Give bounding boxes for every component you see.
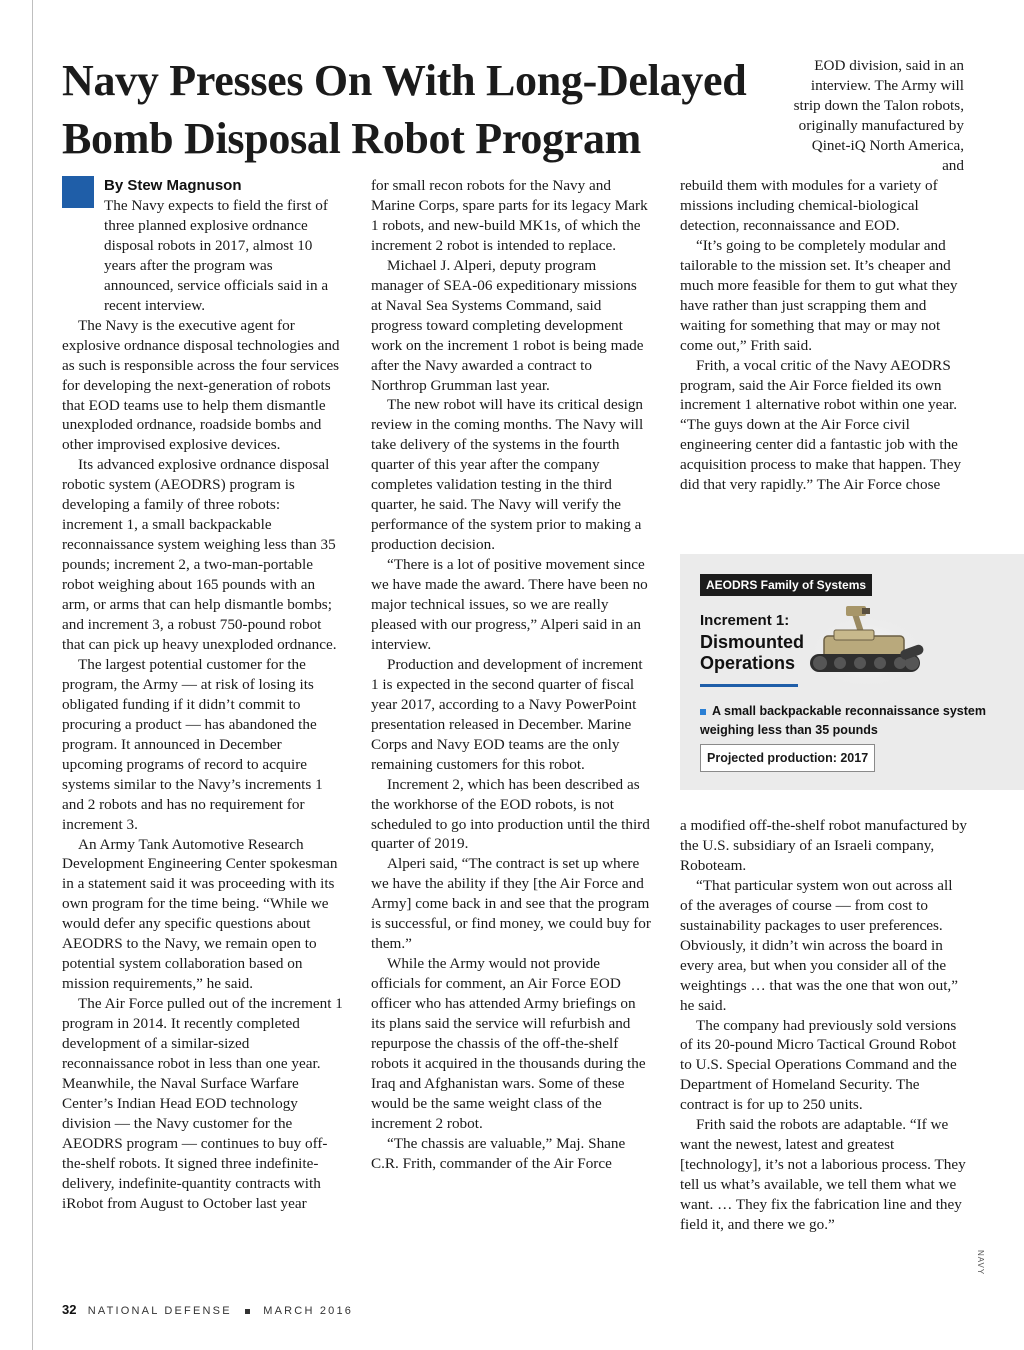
sidebar-accent-rule (700, 684, 798, 687)
article-column-2 (371, 176, 651, 1174)
paragraph: The Air Force pulled out of the increment 1 program in 2014. It recently completed development of a similar-sized reconnaissance robot in less than one year. Meanwhile, the Naval Surface Warfare Center’s Indian Head EOD technology division — the Navy customer for the AEODRS program — continues to buy off-the-shelf robots. It signed three indefinite-delivery, indefinite-quantity contracts with iRobot from August to October last year (62, 995, 343, 1212)
article-column-3-top (792, 56, 964, 176)
page-number: 32 (62, 1302, 77, 1317)
sidebar-increment: Increment 1: (700, 612, 790, 629)
paragraph: a modified off-the-shelf robot manufactured by the U.S. subsidiary of an Israeli company, Roboteam. (680, 817, 967, 874)
paragraph: Frith, a vocal critic of the Navy AEODRS program, said the Air Force fielded its own increment 1 alternative robot within one year. “The guys down at the Air Force civil engineering center did a fantastic job with the acquisition process to make that happen. They did that very rapidly.” The Air Force chose (680, 356, 962, 494)
issue-date: MARCH 2016 (263, 1305, 354, 1317)
paragraph: “There is a lot of positive movement since we have made the award. There have been no major technical issues, so we are really pleased with our progress,” Alperi said in an interview. (371, 556, 648, 653)
sidebar-tag: AEODRS Family of Systems (700, 574, 872, 596)
headline (62, 52, 782, 168)
publication-name: NATIONAL DEFENSE (87, 1305, 232, 1317)
sidebar-description (700, 702, 1000, 740)
separator-square-icon (245, 1309, 250, 1314)
paragraph: While the Army would not provide officials for comment, an Air Force EOD officer who has attended Army briefings on its plans said the service will refurbish and repurpose the chassis of the off-the-shelf robots it acquired in the thousands during the Iraq and Afghanistan wars. Some of these would be the same weight class of the increment 2 robot. (371, 955, 646, 1132)
bullet-square-icon (700, 709, 706, 715)
paragraph: Increment 2, which has been described as the workhorse of the EOD robots, is not scheduled to go into production until the third quarter of 2019. (371, 775, 650, 853)
section-marker-square (62, 176, 94, 208)
paragraph: Production and development of increment 1 is expected in the second quarter of fiscal year 2017, according to a Navy PowerPoint presentation released in December. Marine Corps and Navy EOD teams are the only remaining customers for this robot. (371, 655, 643, 773)
paragraph: Alperi said, “The contract is set up where we have the ability if they [the Air Force and Army] come back in and see that the program is successful, or find money, we could buy for them.” (371, 855, 651, 953)
author-name: By Stew Magnuson (104, 177, 242, 194)
paragraph: The Navy is the executive agent for explosive ordnance disposal technologies and as such is responsible across the four services for developing the next-generation of robots that EOD teams use to help them dismantle unexploded ordnance, roadside bombs and other improvised explosive devices. (62, 316, 340, 454)
paragraph: for small recon robots for the Navy and Marine Corps, spare parts for its legacy Mark 1 robots, and new-build MK1s, of which the increment 2 robot is intended to replace. (371, 177, 648, 254)
article-column-1 (62, 176, 344, 1214)
robot-illustration (804, 592, 928, 688)
paragraph: An Army Tank Automotive Research Development Engineering Center spokesman in a statement said it was proceeding with its own program for the time being. “While we would defer any specific questions about AEODRS to the Navy, we remain open to potential system collaboration based on mission requirements,” he said. (62, 835, 338, 993)
paragraph: “That particular system won out across all of the averages of course — from cost to sustainability packages to user preferences. Obviously, it didn’t win across the board in every area, but when you consider all of the weightings … that was the one that won out,” he said. (680, 876, 958, 1014)
sidebar-projected-production: Projected production: 2017 (700, 744, 875, 772)
paragraph: “It’s going to be completely modular and tailorable to the mission set. It’s cheaper and much more feasible for them to gut what they have rather than just scrapping them and waiting for something that may or may not come out,” Frith said. (680, 236, 958, 354)
photo-credit: NAVY (976, 1250, 985, 1276)
sidebar-description-text: A small backpackable reconnaissance system weighing less than 35 pounds (700, 704, 986, 737)
headline-line-1: Navy Presses On With Long-Delayed (62, 56, 747, 105)
paragraph: Michael J. Alperi, deputy program manager of SEA-06 expeditionary missions at Naval Sea Systems Command, said progress toward completing development work on the increment 1 robot is being made after the Navy awarded a contract to Northrop Grumman last year. (371, 256, 644, 394)
byline (62, 176, 344, 196)
sidebar-box (680, 554, 1024, 790)
paragraph: The new robot will have its critical design review in the coming months. The Navy will take delivery of the systems in the fourth quarter of this year after the company completes validation testing in the third quarter, he said. The Navy will verify the performance of the system prior to making a production decision. (371, 396, 644, 554)
paragraph: The Navy expects to field the first of three planned explosive ordnance disposal robots in 2017, almost 10 years after the program was announced, service officials said in a recent interview. (104, 197, 329, 314)
sidebar-title: Dismounted Operations (700, 632, 805, 673)
headline-line-2: Bomb Disposal Robot Program (62, 114, 642, 163)
article-column-3-middle (680, 176, 968, 495)
page-margin-rule (32, 0, 33, 1350)
paragraph: Frith said the robots are adaptable. “If we want the newest, latest and greatest [technology], it’s not a laborious process. They tell us what’s available, we tell them what we want. … They fix the fabrication line and they field it, and there we go.” (680, 1116, 966, 1234)
page-footer (62, 1302, 353, 1317)
paragraph: “The chassis are valuable,” Maj. Shane C.R. Frith, commander of the Air Force (371, 1134, 626, 1172)
article-column-3-bottom (680, 816, 968, 1235)
paragraph: The company had previously sold versions of its 20-pound Micro Tactical Ground Robot to U.S. Special Operations Command and the Department of Homeland Security. The contract is for up to 250 units. (680, 1016, 957, 1114)
paragraph: EOD division, said in an interview. The Army will strip down the Talon robots, originally manufactured by Qinet-iQ North America, and (793, 57, 964, 174)
paragraph: The largest potential customer for the program, the Army — at risk of losing its obligated funding if it didn’t commit to procuring a product — has abandoned the program. It announced in December upcoming programs of record to acquire systems similar to the Navy’s increments 1 and 2 robots and has no requirement for increment 3. (62, 655, 323, 833)
paragraph: rebuild them with modules for a variety of missions including chemical-biological detection, reconnaissance and EOD. (680, 177, 938, 234)
paragraph: Its advanced explosive ordnance disposal robotic system (AEODRS) program is developing a family of three robots: increment 1, a small backpackable reconnaissance system weighing less than 35 pounds; increment 2, a two-man-portable robot weighing about 165 pounds with an arm, or arms that can help dismantle bombs; and increment 3, a robust 750-pound robot that can pick up heavy unexploded ordnance. (62, 456, 337, 653)
